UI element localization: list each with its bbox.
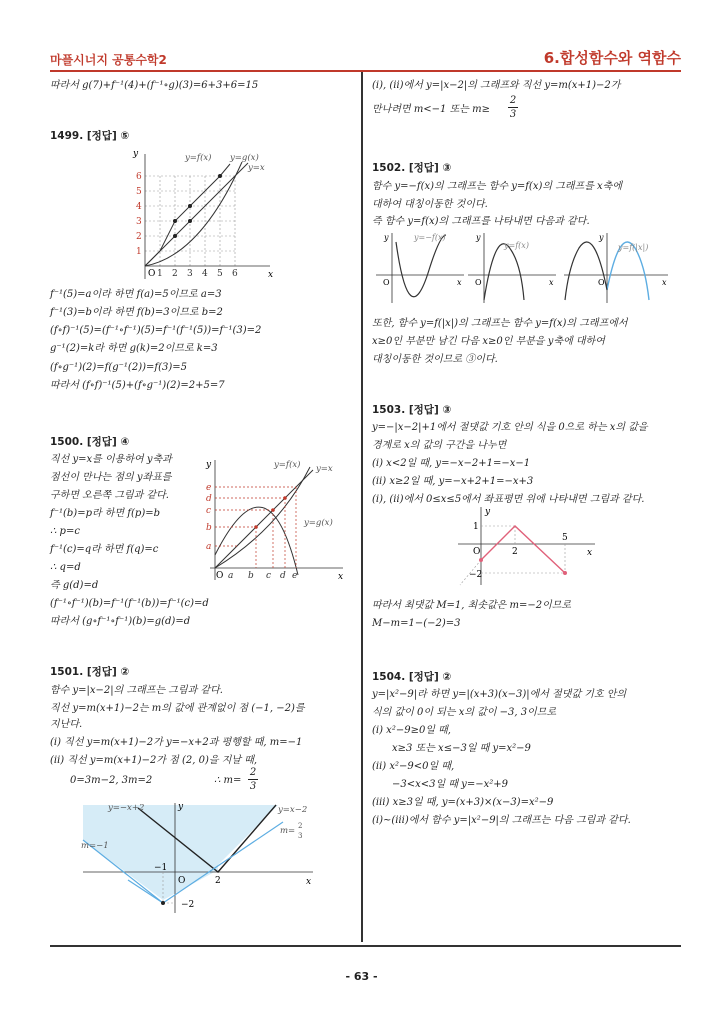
solution-1502-line: 대칭이동한 것이므로 ③이다. xyxy=(372,354,498,365)
svg-text:a: a xyxy=(228,571,234,581)
solution-1501-equation: 0=3m−2, 3m=2 xyxy=(70,775,153,786)
svg-text:O: O xyxy=(598,278,605,287)
svg-text:m=−1: m=−1 xyxy=(81,841,109,851)
graph-1503 xyxy=(455,505,605,587)
svg-text:y=x−2: y=x−2 xyxy=(278,805,308,815)
solution-1501-line: 지난다. xyxy=(50,719,83,730)
svg-text:6: 6 xyxy=(136,172,142,182)
problem-1501-title: 1501. [정답] ② xyxy=(50,666,130,678)
svg-text:4: 4 xyxy=(202,269,208,279)
graph-1502-f xyxy=(466,230,558,305)
header-chapter-title: 6.합성함수와 역함수 xyxy=(543,49,681,67)
solution-1503-line: y=−|x−2|+1에서 절댓값 기호 안의 식을 0으로 하는 x의 값을 xyxy=(372,422,648,433)
svg-text:y: y xyxy=(178,802,184,812)
solution-1503-line: (ⅰ) x<2일 때, y=−x−2+1=−x−1 xyxy=(372,458,531,469)
solution-1499-line: (f∘g⁻¹)(2)=f(g⁻¹(2))=f(3)=5 xyxy=(50,362,187,373)
solution-1502-line: 대하여 대칭이동한 것이다. xyxy=(372,199,488,210)
solution-1501-line: 함수 y=|x−2|의 그래프는 그림과 같다. xyxy=(50,685,223,696)
svg-text:e: e xyxy=(292,571,298,581)
solution-1500-line: f⁻¹(b)=p라 하면 f(p)=b xyxy=(50,508,160,519)
solution-1499-line: g⁻¹(2)=k라 하면 g(k)=2이므로 k=3 xyxy=(50,343,218,354)
svg-text:2: 2 xyxy=(215,876,221,886)
graph-1502-neg-f xyxy=(374,230,466,305)
svg-text:x: x xyxy=(587,548,593,558)
svg-text:1: 1 xyxy=(473,522,479,532)
carry-over-line: 만나려면 m<−1 또는 m≥ xyxy=(372,104,490,115)
svg-text:6: 6 xyxy=(232,269,238,279)
solution-1500-line: 따라서 (g∘f⁻¹∘f⁻¹)(b)=g(d)=d xyxy=(50,616,191,627)
svg-text:c: c xyxy=(206,506,212,516)
svg-text:3: 3 xyxy=(298,832,303,840)
svg-text:1: 1 xyxy=(136,247,142,257)
solution-1499-line: f⁻¹(3)=b이라 하면 f(b)=3이므로 b=2 xyxy=(50,307,223,318)
footer-divider xyxy=(50,945,681,947)
svg-text:y=f(x): y=f(x) xyxy=(185,153,212,163)
solution-1503-line: 경계로 x의 값의 구간을 나누면 xyxy=(372,440,507,451)
svg-text:2: 2 xyxy=(298,822,303,830)
solution-1501-line: (ⅱ) 직선 y=m(x+1)−2가 점 (2, 0)을 지날 때, xyxy=(50,755,258,766)
svg-text:c: c xyxy=(266,571,272,581)
fraction-denominator: 3 xyxy=(249,781,257,792)
solution-1501-line: (ⅰ) 직선 y=m(x+1)−2가 y=−x+2과 평행할 때, m=−1 xyxy=(50,737,303,748)
svg-text:b: b xyxy=(248,571,254,581)
solution-1504-line: (ⅰ) x²−9≥0일 때, xyxy=(372,725,451,736)
fraction-numerator: 2 xyxy=(509,95,517,106)
solution-1503-line: 따라서 최댓값 M=1, 최솟값은 m=−2이므로 xyxy=(372,600,572,611)
svg-text:−2: −2 xyxy=(469,570,483,580)
solution-1499-line: f⁻¹(5)=a이라 하면 f(a)=5이므로 a=3 xyxy=(50,289,222,300)
svg-text:y=g(x): y=g(x) xyxy=(230,153,259,163)
svg-text:4: 4 xyxy=(136,202,142,212)
fraction-denominator: 3 xyxy=(509,109,517,120)
svg-text:−1: −1 xyxy=(154,863,168,873)
graph-1499 xyxy=(130,146,280,282)
solution-1503-line: (ⅰ), (ⅱ)에서 0≤x≤5에서 좌표평면 위에 나타내면 그림과 같다. xyxy=(372,494,645,505)
solution-1500-line: 즉 g(d)=d xyxy=(50,580,99,591)
svg-text:y=x: y=x xyxy=(316,464,333,474)
solution-1500-line: ∴ q=d xyxy=(50,562,81,573)
solution-1502-line: 함수 y=−f(x)의 그래프는 함수 y=f(x)의 그래프를 x축에 xyxy=(372,181,622,192)
solution-1504-line: −3<x<3일 때 y=−x²+9 xyxy=(392,779,508,790)
svg-text:y: y xyxy=(206,460,212,470)
solution-1500-line: (f⁻¹∘f⁻¹)(b)=f⁻¹(f⁻¹(b))=f⁻¹(c)=d xyxy=(50,598,209,609)
solution-1504-line: 식의 값이 0이 되는 x의 값이 −3, 3이므로 xyxy=(372,707,557,718)
solution-1500-line: 구하면 오른쪽 그림과 같다. xyxy=(50,490,169,501)
problem-1503-title: 1503. [정답] ③ xyxy=(372,404,452,416)
svg-text:5: 5 xyxy=(562,533,568,543)
svg-text:O: O xyxy=(475,278,482,287)
svg-text:y=−x+2: y=−x+2 xyxy=(108,803,145,813)
solution-1504-line: y=|x²−9|라 하면 y=|(x+3)(x−3)|에서 절댓값 기호 안의 xyxy=(372,689,627,700)
solution-1500-line: ∴ p=c xyxy=(50,526,80,537)
svg-text:y=g(x): y=g(x) xyxy=(304,518,333,528)
svg-text:d: d xyxy=(206,494,212,504)
graph-1502-f-abs xyxy=(562,230,672,305)
svg-text:b: b xyxy=(206,523,212,533)
svg-text:y=x: y=x xyxy=(248,163,265,173)
header-divider xyxy=(50,70,681,72)
svg-text:a: a xyxy=(206,542,212,552)
svg-text:3: 3 xyxy=(187,269,193,279)
svg-text:O: O xyxy=(178,876,186,886)
solution-1501-therefore: ∴ m= xyxy=(214,775,242,786)
svg-text:y=f(|x|): y=f(|x|) xyxy=(618,243,649,252)
solution-1500-line: 직선 y=x를 이용하여 y축과 xyxy=(50,454,172,465)
svg-text:1: 1 xyxy=(157,269,163,279)
page-number: - 63 - xyxy=(345,970,378,983)
svg-text:y=f(x): y=f(x) xyxy=(274,460,301,470)
svg-text:y=f(x): y=f(x) xyxy=(504,241,529,250)
svg-text:y: y xyxy=(599,233,604,242)
problem-1504-title: 1504. [정답] ② xyxy=(372,671,452,683)
svg-text:2: 2 xyxy=(172,269,178,279)
solution-1503-line: M−m=1−(−2)=3 xyxy=(372,618,461,629)
svg-text:x: x xyxy=(662,278,667,287)
svg-text:O: O xyxy=(383,278,390,287)
solution-1500-line: 점선이 만나는 점의 y좌표를 xyxy=(50,472,172,483)
svg-text:x: x xyxy=(457,278,462,287)
fraction-numerator: 2 xyxy=(249,767,257,778)
solution-1502-line: 즉 함수 y=f(x)의 그래프를 나타내면 다음과 같다. xyxy=(372,216,590,227)
solution-1499-line: 따라서 (f∘f)⁻¹(5)+(f∘g⁻¹)(2)=2+5=7 xyxy=(50,380,225,391)
svg-text:2: 2 xyxy=(512,547,518,557)
carry-over-line: (ⅰ), (ⅱ)에서 y=|x−2|의 그래프와 직선 y=m(x+1)−2가 xyxy=(372,80,621,91)
carry-over-line: 따라서 g(7)+f⁻¹(4)+(f⁻¹∘g)(3)=6+3+6=15 xyxy=(50,80,259,91)
origin-label: O xyxy=(148,269,156,279)
solution-1501-line: 직선 y=m(x+1)−2는 m의 값에 관계없이 점 (−1, −2)를 xyxy=(50,703,305,714)
svg-text:O: O xyxy=(216,571,224,581)
solution-1503-line: (ⅱ) x≥2일 때, y=−x+2+1=−x+3 xyxy=(372,476,534,487)
svg-text:y=−f(x): y=−f(x) xyxy=(414,233,446,242)
svg-text:y: y xyxy=(485,507,491,517)
solution-1500-line: f⁻¹(c)=q라 하면 f(q)=c xyxy=(50,544,159,555)
header-book-title: 마플시너지 공통수학2 xyxy=(50,53,167,67)
solution-1504-line: (ⅰ)~(ⅲ)에서 함수 y=|x²−9|의 그래프는 다음 그림과 같다. xyxy=(372,815,631,826)
svg-text:e: e xyxy=(206,483,212,493)
svg-text:d: d xyxy=(280,571,286,581)
graph-1500 xyxy=(198,455,348,581)
svg-text:y: y xyxy=(476,233,481,242)
svg-text:2: 2 xyxy=(136,232,142,242)
solution-1502-line: x≥0인 부분만 남긴 다음 x≥0인 부분을 y축에 대하여 xyxy=(372,336,605,347)
svg-text:m=: m= xyxy=(280,826,296,836)
svg-text:3: 3 xyxy=(136,217,142,227)
graph-1501 xyxy=(78,800,318,915)
solution-1504-line: (ⅲ) x≥3일 때, y=(x+3)×(x−3)=x²−9 xyxy=(372,797,554,808)
svg-text:5: 5 xyxy=(217,269,223,279)
y-axis-label: y xyxy=(133,149,139,159)
svg-text:x: x xyxy=(306,877,312,887)
problem-1499-title: 1499. [정답] ⑤ xyxy=(50,130,130,142)
svg-text:x: x xyxy=(549,278,554,287)
svg-text:5: 5 xyxy=(136,187,142,197)
solution-1504-line: x≥3 또는 x≤−3일 때 y=x²−9 xyxy=(392,743,531,754)
problem-1500-title: 1500. [정답] ④ xyxy=(50,436,130,448)
svg-text:−2: −2 xyxy=(181,900,195,910)
svg-text:x: x xyxy=(338,572,344,581)
solution-1499-line: (f∘f)⁻¹(5)=(f⁻¹∘f⁻¹)(5)=f⁻¹(f⁻¹(5))=f⁻¹(3)=2 xyxy=(50,325,262,336)
svg-text:O: O xyxy=(473,547,481,557)
svg-text:y: y xyxy=(384,233,389,242)
problem-1502-title: 1502. [정답] ③ xyxy=(372,162,452,174)
solution-1502-line: 또한, 함수 y=f(|x|)의 그래프는 함수 y=f(x)의 그래프에서 xyxy=(372,318,628,329)
solution-1504-line: (ⅱ) x²−9<0일 때, xyxy=(372,761,455,772)
x-axis-label: x xyxy=(268,270,274,280)
column-divider xyxy=(361,72,363,942)
